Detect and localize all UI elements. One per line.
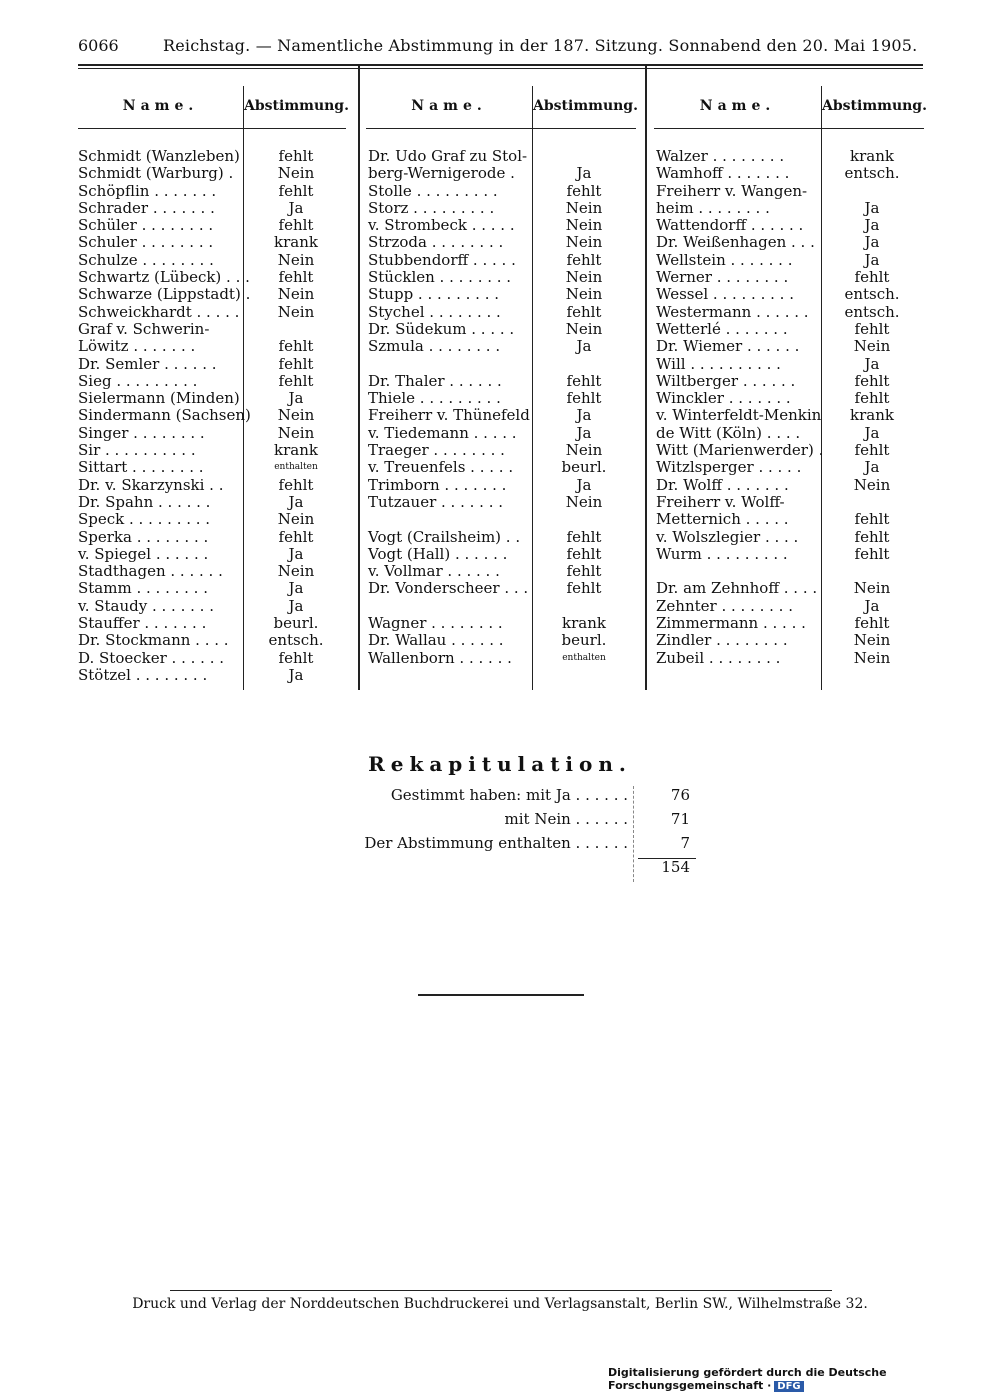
member-name: Schwartz (Lübeck) . . . — [78, 268, 250, 287]
vote-value: Nein — [565, 441, 603, 460]
member-name: Singer . . . . . . . . — [78, 423, 205, 442]
vote-value: Nein — [853, 579, 891, 598]
member-name: v. Treuenfels . . . . . — [368, 458, 514, 477]
vote-value: Nein — [565, 319, 603, 338]
vote-value: Ja — [288, 389, 304, 408]
vote-value: fehlt — [278, 147, 314, 165]
recap-row — [300, 834, 720, 858]
member-name: Schulze . . . . . . . . — [78, 250, 214, 269]
vote-value: krank — [850, 406, 894, 425]
vote-value: fehlt — [278, 648, 314, 667]
member-name: Traeger . . . . . . . . — [368, 441, 505, 460]
member-name: Wattendorff . . . . . . — [656, 216, 804, 235]
member-name: Stychel . . . . . . . . — [368, 302, 501, 321]
footer-rule — [170, 1290, 832, 1291]
recap-total: 154 — [661, 858, 690, 876]
member-name: Dr. Semler . . . . . . — [78, 354, 217, 373]
member-name: Stücklen . . . . . . . . — [368, 268, 512, 287]
vote-value: Ja — [864, 354, 880, 373]
vote-value: Nein — [565, 268, 603, 287]
member-name: Dr. Stockmann . . . . — [78, 631, 229, 650]
vote-value: Ja — [864, 216, 880, 235]
member-name: Dr. Weißenhagen . . . — [656, 233, 815, 252]
column-divider-1 — [358, 64, 360, 690]
vote-value: fehlt — [854, 319, 890, 338]
member-name: Sindermann (Sachsen) — [78, 406, 251, 425]
vote-value: fehlt — [854, 441, 890, 460]
credit-text: Digitalisierung gefördert durch die Deutsche Forschungsgemeinschaft · — [608, 1366, 887, 1392]
member-name: Werner . . . . . . . . — [656, 268, 789, 287]
vote-value: fehlt — [278, 527, 314, 546]
member-name: v. Vollmar . . . . . . — [368, 562, 500, 581]
top-rule — [78, 64, 923, 66]
member-name: v. Tiedemann . . . . . — [368, 423, 517, 442]
vote-value: fehlt — [278, 371, 314, 390]
vote-value: Nein — [565, 233, 603, 252]
member-name: Strzoda . . . . . . . . — [368, 233, 504, 252]
member-name: Zindler . . . . . . . . — [656, 631, 788, 650]
member-name: Wagner . . . . . . . . — [368, 614, 503, 633]
vote-value: entsch. — [844, 164, 900, 183]
header-underline-1 — [78, 128, 346, 129]
recap-title: Rekapitulation. — [368, 752, 632, 776]
vote-value: Ja — [288, 596, 304, 615]
imprint: Druck und Verlag der Norddeutschen Buchdruckerei und Verlagsanstalt, Berlin SW., Wilhelmstraße 32. — [132, 1296, 868, 1312]
col1-name-heading: Name. — [122, 98, 199, 114]
member-name: Wurm . . . . . . . . . — [656, 544, 788, 563]
recap-total-row — [300, 858, 720, 882]
member-name: heim . . . . . . . . — [656, 198, 770, 217]
vote-value: Ja — [864, 233, 880, 252]
member-name: Löwitz . . . . . . . — [78, 337, 196, 356]
member-name: Sperka . . . . . . . . — [78, 527, 209, 546]
vote-value: beurl. — [273, 614, 319, 633]
top-rule-thin — [78, 68, 923, 69]
vote-value: fehlt — [278, 268, 314, 287]
vote-value: Ja — [288, 544, 304, 563]
member-name: Vogt (Crailsheim) . . — [368, 527, 521, 546]
vote-value: enthalten — [274, 462, 318, 473]
member-name: Wamhoff . . . . . . . — [656, 164, 790, 183]
vote-value: fehlt — [566, 181, 602, 200]
vote-value: krank — [274, 441, 318, 460]
vote-value: Nein — [277, 423, 315, 442]
member-name: Stauffer . . . . . . . — [78, 614, 207, 633]
member-name: Schuler . . . . . . . . — [78, 233, 214, 252]
vote-value: enthalten — [562, 652, 606, 663]
member-name: Freiherr v. Wolff- — [656, 492, 785, 511]
member-name: Graf v. Schwerin- — [78, 319, 210, 338]
vote-value: entsch. — [844, 285, 900, 304]
dfg-logo: DFG — [774, 1381, 803, 1392]
member-name: Szmula . . . . . . . . — [368, 337, 501, 356]
vote-value: fehlt — [278, 475, 314, 494]
member-name: v. Staudy . . . . . . . — [78, 596, 214, 615]
vote-value: Ja — [576, 423, 592, 442]
vote-value: fehlt — [854, 371, 890, 390]
member-name: Storz . . . . . . . . . — [368, 198, 495, 217]
member-name: Witzlsperger . . . . . — [656, 458, 802, 477]
vote-value: Nein — [277, 562, 315, 581]
vote-value: fehlt — [566, 389, 602, 408]
vote-value: fehlt — [566, 562, 602, 581]
member-name: Dr. Wiemer . . . . . . — [656, 337, 800, 356]
member-name: Stolle . . . . . . . . . — [368, 181, 498, 200]
vote-value: Nein — [853, 337, 891, 356]
vote-value: entsch. — [268, 631, 324, 650]
member-name: Wallenborn . . . . . . — [368, 648, 512, 667]
vote-value: fehlt — [566, 371, 602, 390]
vote-value: Nein — [565, 285, 603, 304]
vote-value: fehlt — [566, 527, 602, 546]
vote-value: Nein — [277, 406, 315, 425]
member-name: Westermann . . . . . . — [656, 302, 809, 321]
member-name: v. Strombeck . . . . . — [368, 216, 515, 235]
col2-vote-heading: Abstimmung. — [533, 98, 638, 114]
vote-value: krank — [562, 614, 606, 633]
vote-value: Ja — [576, 164, 592, 183]
member-name: Dr. Wolff . . . . . . . — [656, 475, 789, 494]
vote-value: Ja — [864, 596, 880, 615]
column-divider-2 — [645, 64, 647, 690]
member-name: Schmidt (Warburg) . — [78, 164, 234, 183]
recap-row — [300, 786, 720, 810]
member-name: Wiltberger . . . . . . — [656, 371, 796, 390]
vote-value: fehlt — [566, 302, 602, 321]
header-underline-2 — [366, 128, 636, 129]
vote-value: fehlt — [854, 268, 890, 287]
vote-value: Nein — [277, 285, 315, 304]
header-underline-3 — [654, 128, 924, 129]
vote-value: fehlt — [278, 181, 314, 200]
vote-value: fehlt — [566, 250, 602, 269]
member-name: Sieg . . . . . . . . . — [78, 371, 198, 390]
vote-value: krank — [850, 147, 894, 165]
member-name: Zubeil . . . . . . . . — [656, 648, 781, 667]
member-name: Walzer . . . . . . . . — [656, 147, 785, 165]
vote-value: Ja — [864, 423, 880, 442]
vote-value: Ja — [864, 458, 880, 477]
member-name: Dr. Thaler . . . . . . — [368, 371, 502, 390]
vote-value: Ja — [288, 665, 304, 684]
recap-table — [300, 786, 720, 882]
member-name: Dr. v. Skarzynski . . — [78, 475, 224, 494]
vote-value: fehlt — [278, 337, 314, 356]
vote-value: Ja — [288, 492, 304, 511]
vote-value: fehlt — [278, 216, 314, 235]
member-name: Stadthagen . . . . . . — [78, 562, 223, 581]
vote-value: krank — [274, 233, 318, 252]
vote-value: fehlt — [854, 389, 890, 408]
vote-value: Nein — [277, 302, 315, 321]
member-name: Sir . . . . . . . . . . — [78, 441, 196, 460]
vote-value: Nein — [853, 631, 891, 650]
member-name: Dr. Spahn . . . . . . — [78, 492, 211, 511]
recap-value: 7 — [680, 834, 690, 852]
member-name: Speck . . . . . . . . . — [78, 510, 211, 529]
vote-value: Nein — [277, 164, 315, 183]
vote-value: Ja — [576, 475, 592, 494]
member-name: Freiherr v. Wangen- — [656, 181, 808, 200]
member-name: Wellstein . . . . . . . — [656, 250, 793, 269]
member-name: de Witt (Köln) . . . . — [656, 423, 801, 442]
member-name: D. Stoecker . . . . . . — [78, 648, 224, 667]
member-name: Schüler . . . . . . . . — [78, 216, 214, 235]
recap-label: mit Nein . . . . . . — [504, 810, 628, 828]
member-name: Winckler . . . . . . . — [656, 389, 791, 408]
member-name: Wessel . . . . . . . . . — [656, 285, 794, 304]
vote-value: Ja — [576, 406, 592, 425]
member-name: Tutzauer . . . . . . . — [368, 492, 503, 511]
vote-value: Nein — [565, 492, 603, 511]
member-name: Zehnter . . . . . . . . — [656, 596, 793, 615]
vote-value: Nein — [853, 475, 891, 494]
recap-label: Der Abstimmung enthalten . . . . . . — [364, 834, 628, 852]
member-name: v. Spiegel . . . . . . — [78, 544, 209, 563]
vote-value: Nein — [565, 216, 603, 235]
member-name: Stamm . . . . . . . . — [78, 579, 208, 598]
member-name: Witt (Marienwerder) . — [656, 441, 824, 460]
vote-value: Ja — [576, 337, 592, 356]
vote-value: beurl. — [561, 631, 607, 650]
vote-value: fehlt — [278, 354, 314, 373]
member-name: Stupp . . . . . . . . . — [368, 285, 499, 304]
member-name: Schmidt (Wanzleben) — [78, 147, 240, 165]
member-name: Schöpflin . . . . . . . — [78, 181, 217, 200]
vote-value: fehlt — [566, 544, 602, 563]
vote-value: Nein — [853, 648, 891, 667]
member-name: Stubbendorff . . . . . — [368, 250, 516, 269]
page-header — [78, 36, 920, 58]
vote-value: fehlt — [854, 614, 890, 633]
member-name: Wetterlé . . . . . . . — [656, 319, 788, 338]
vote-value: Ja — [288, 198, 304, 217]
col3-name-heading: Name. — [699, 98, 776, 114]
member-name: Schweickhardt . . . . . — [78, 302, 240, 321]
member-name: Dr. Vonderscheer . . . — [368, 579, 529, 598]
member-name: Schrader . . . . . . . — [78, 198, 215, 217]
vote-value: fehlt — [854, 510, 890, 529]
page-number: 6066 — [78, 36, 119, 55]
member-name: Will . . . . . . . . . . — [656, 354, 781, 373]
vote-value: Nein — [277, 250, 315, 269]
vote-value: beurl. — [561, 458, 607, 477]
member-name: Dr. am Zehnhoff . . . . — [656, 579, 818, 598]
col1-vote-heading: Abstimmung. — [244, 98, 349, 114]
vote-value: Nein — [565, 198, 603, 217]
vote-value: Ja — [288, 579, 304, 598]
member-name: Stötzel . . . . . . . . — [78, 665, 208, 684]
vote-value: entsch. — [844, 302, 900, 321]
member-name: Freiherr v. Thünefeld — [368, 406, 530, 425]
member-name: Dr. Südekum . . . . . — [368, 319, 515, 338]
member-name: Metternich . . . . . — [656, 510, 789, 529]
member-name: v. Winterfeldt-Menkin — [656, 406, 822, 425]
recap-value: 76 — [670, 786, 690, 804]
digitization-credit — [608, 1366, 1000, 1392]
member-name: Schwarze (Lippstadt) . — [78, 285, 251, 304]
vote-value: fehlt — [854, 527, 890, 546]
member-name: Trimborn . . . . . . . — [368, 475, 507, 494]
member-name: Thiele . . . . . . . . . — [368, 389, 501, 408]
col2-name-heading: Name. — [411, 98, 487, 114]
end-rule — [418, 994, 584, 996]
member-name: berg-Wernigerode . — [368, 164, 515, 183]
member-name: Zimmermann . . . . . — [656, 614, 806, 633]
vote-value: fehlt — [854, 544, 890, 563]
vote-value: Ja — [864, 250, 880, 269]
running-title: Reichstag. — Namentliche Abstimmung in der 187. Sitzung. Sonnabend den 20. Mai 1905. — [163, 36, 918, 55]
member-name: Sittart . . . . . . . . — [78, 458, 204, 477]
vote-value: Nein — [277, 510, 315, 529]
member-name: Vogt (Hall) . . . . . . — [368, 544, 508, 563]
member-name: Dr. Udo Graf zu Stol- — [368, 147, 528, 165]
recap-row — [300, 810, 720, 834]
col3-vote-heading: Abstimmung. — [822, 98, 927, 114]
member-name: Dr. Wallau . . . . . . — [368, 631, 504, 650]
recap-label: Gestimmt haben: mit Ja . . . . . . — [390, 786, 628, 804]
member-name: Sielermann (Minden) — [78, 389, 240, 408]
inner-divider-2 — [532, 86, 533, 690]
recap-value: 71 — [670, 810, 690, 828]
member-name: v. Wolszlegier . . . . — [656, 527, 799, 546]
vote-value: fehlt — [566, 579, 602, 598]
inner-divider-1 — [243, 86, 244, 690]
vote-value: Ja — [864, 198, 880, 217]
